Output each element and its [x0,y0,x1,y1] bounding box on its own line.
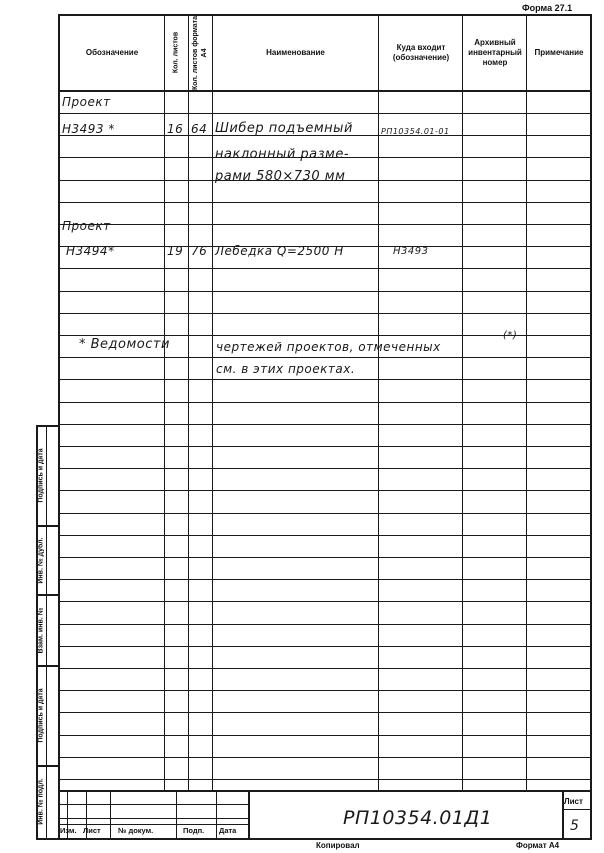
entry-6-where: Н3493 [393,246,429,257]
table-row-line [58,202,591,203]
note-line2: см. в этих проектах. [216,362,356,376]
stamp-list: Лист [83,826,101,835]
table-row-line [58,468,591,469]
entry-2-where: РП10354.01-01 [381,127,450,136]
frame-left [58,14,60,840]
table-row-line [58,113,591,114]
header-bottom-line [58,90,591,92]
entry-5-designation: Проект [62,219,111,233]
note-line1-right: чертежей проектов, отмеченных [216,340,441,354]
frame-right [590,14,592,840]
stamp-sheet-number: 5 [570,818,580,834]
stamp-sheet-mid [562,809,591,810]
table-row-line [58,379,591,380]
table-row-line [58,601,591,602]
entry-4-name: рами 580×730 мм [215,169,346,184]
col-header-notes: Примечание [534,47,584,57]
table-row-line [58,535,591,536]
form-label: Форма 27.1 [522,3,573,13]
table-row-line [58,735,591,736]
table-row-line [58,557,591,558]
stamp-sign: Подп. [183,826,205,835]
table-row-line [58,579,591,580]
col-header-archive-no: Архивный инвентарный номер [468,37,522,67]
entry-1-designation: Проект [62,95,111,109]
side-label-dup-inv: Инв. № дубл. [37,537,45,584]
document-code: РП10354.01Д1 [343,807,493,829]
footer-format: Формат А4 [516,841,560,850]
stamp-col-5 [216,790,217,839]
col-header-where-used: Куда входит (обозначение) [392,42,450,62]
stamp-top-line [58,790,591,792]
entry-6-name: Лебедка Q=2500 Н [215,244,344,258]
table-row-line [58,224,591,225]
entry-6-sheets: 19 [167,244,184,258]
table-row-line [58,513,591,514]
footer-copied: Копировал [316,841,360,850]
note-superscript: (*) [503,330,518,341]
side-strip-inner [46,425,47,839]
table-row-line [58,446,591,447]
entry-2-a4: 64 [191,122,208,136]
side-label-orig-inv: Инв. № подл. [37,778,45,825]
side-label-replace-inv: Взам. инв. № [37,607,45,654]
table-row-line [58,624,591,625]
table-row-line [58,490,591,491]
table-row-line [58,779,591,780]
col-header-sheet-count: Кол. листов [172,31,180,74]
table-row-line [58,757,591,758]
col-header-name: Наименование [266,47,325,57]
stamp-col-6 [248,790,250,839]
entry-2-sheets: 16 [167,122,184,136]
table-row-line [58,291,591,292]
entry-2-name: Шибер подъемный [215,121,353,136]
table-row-line [58,712,591,713]
col-header-a4-count: Кол. листов формата А4 [192,15,208,90]
stamp-col-3 [110,790,111,839]
side-label-sign-date-1: Подпись и дата [37,448,45,503]
side-label-sign-date-2: Подпись и дата [37,688,45,743]
stamp-sheet-label: Лист [564,797,583,806]
table-row-line [58,357,591,358]
entry-6-a4: 76 [191,244,208,258]
table-row-line [58,424,591,425]
table-row-line [58,646,591,647]
entry-3-name: наклонный разме- [215,147,350,162]
table-row-line [58,690,591,691]
table-row-line [58,668,591,669]
stamp-col-4 [176,790,177,839]
table-row-line [58,313,591,314]
table-row-line [58,268,591,269]
stamp-date: Дата [219,826,237,835]
stamp-izm: Изм. [60,826,77,835]
entry-6-designation: Н3494* [66,244,115,258]
col-header-designation: Обозначение [85,47,139,57]
entry-2-designation: Н3493 * [62,122,115,136]
table-row-line [58,402,591,403]
note-line1-left: * Ведомости [79,337,170,352]
frame-bottom [36,838,591,840]
stamp-doc-no: № докум. [118,826,154,835]
